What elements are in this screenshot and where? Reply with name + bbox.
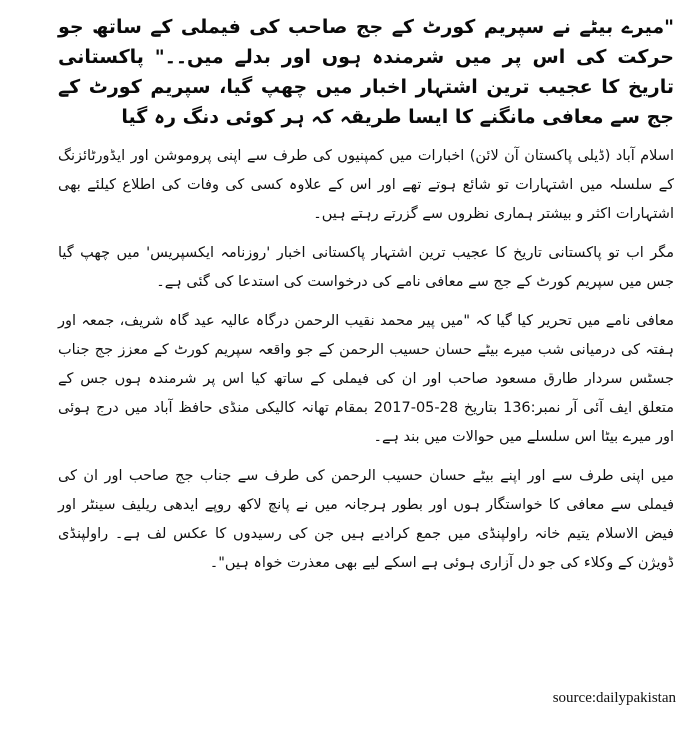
article (58, 12, 674, 588)
article-paragraph: معافی نامے میں تحریر کیا گیا کہ "میں پیر محمد نقیب الرحمن درگاہ عالیہ عید گاہ شریف، جمعہ اور ہفتہ کی درمیانی شب میرے بیٹے حسان حسیب الرحمن کے جو واقعہ سپریم کورٹ کے معزز جج جناب جسٹس سردار طارق مسعود صاحب اور ان کی فیملی کے ساتھ کیا اس پر شرمندہ ہوں جس کے متعلق ایف آئی آر نمبر:136 بتاریخ 28-05-2017 بمقام تھانہ کالیکی منڈی حافظ آباد میں درج ہوئی اور میرے بیٹا اس سلسلے میں حوالات میں بند ہے۔ (58, 313, 674, 445)
source-credit: source:dailypakistan (552, 690, 676, 706)
article-paragraph: میں اپنی طرف سے اور اپنے بیٹے حسان حسیب الرحمن کی طرف سے جناب جج صاحب اور ان کی فیملی سے معافی کا خواستگار ہوں اور بطور ہرجانہ میں نے پانچ لاکھ روپے ایدھی ریلیف سینٹر اور فیض الاسلام یتیم خانہ راولپنڈی میں جمع کرادیے ہیں جن کی رسیدوں کا عکس لف ہے۔ راولپنڈی ڈویژن کے وکلاء کی جو دل آزاری ہوئی ہے اسکے لیے بھی معذرت خواہ ہیں"۔ (58, 468, 674, 571)
article-paragraph: اسلام آباد (ڈیلی پاکستان آن لائن) اخبارات میں کمپنیوں کی طرف سے اپنی پروموشن اور ایڈورٹائزنگ کے سلسلہ میں اشتہارات تو شائع ہوتے تھے اور اس کے علاوہ کسی کی وفات کی اطلاع کیلئے بھی اشتہارات اکثر و بیشتر ہماری نظروں سے گزرتے رہتے ہیں۔ (58, 148, 674, 222)
article-paragraph: مگر اب تو پاکستانی تاریخ کا عجیب ترین اشتہار پاکستانی اخبار 'روزنامہ ایکسپریس' میں چھپ گیا جس میں سپریم کورٹ کے جج سے معافی نامے کی درخواست کی استدعا کی گئی ہے۔ (58, 245, 674, 290)
article-headline: "میرے بیٹے نے سپریم کورٹ کے جج صاحب کی فیملی کے ساتھ جو حرکت کی اس پر میں شرمندہ ہوں اور بدلے میں۔۔" پاکستانی تاریخ کا عجیب ترین اشتہار اخبار میں چھپ گیا، سپریم کورٹ کے جج سے معافی مانگنے کا ایسا طریقہ کہ ہر کوئی دنگ رہ گیا (58, 16, 674, 128)
